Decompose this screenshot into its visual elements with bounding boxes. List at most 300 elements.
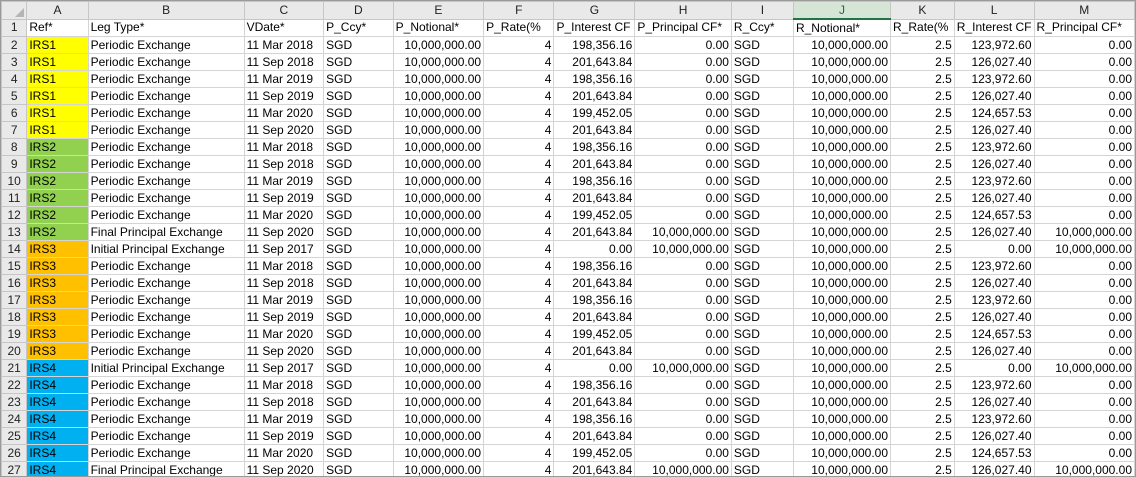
column-header-e[interactable]: E — [393, 2, 483, 20]
cell-c21[interactable]: 11 Sep 2017 — [244, 360, 324, 377]
cell-k3[interactable]: 2.5 — [891, 54, 955, 71]
cell-c25[interactable]: 11 Sep 2019 — [244, 428, 324, 445]
row-header[interactable]: 13 — [2, 224, 27, 241]
cell-j9[interactable]: 10,000,000.00 — [793, 156, 890, 173]
cell-e4[interactable]: 10,000,000.00 — [393, 71, 483, 88]
cell-h19[interactable]: 0.00 — [635, 326, 732, 343]
cell-c4[interactable]: 11 Mar 2019 — [244, 71, 324, 88]
cell-c5[interactable]: 11 Sep 2019 — [244, 88, 324, 105]
cell-k7[interactable]: 2.5 — [891, 122, 955, 139]
cell-a7[interactable]: IRS1 — [27, 122, 88, 139]
cell-a23[interactable]: IRS4 — [27, 394, 88, 411]
cell-l6[interactable]: 124,657.53 — [954, 105, 1034, 122]
cell-d23[interactable]: SGD — [324, 394, 394, 411]
cell-m7[interactable]: 0.00 — [1034, 122, 1135, 139]
cell-j16[interactable]: 10,000,000.00 — [793, 275, 890, 292]
cell-h16[interactable]: 0.00 — [635, 275, 732, 292]
cell-l14[interactable]: 0.00 — [954, 241, 1034, 258]
cell-e17[interactable]: 10,000,000.00 — [393, 292, 483, 309]
cell-h9[interactable]: 0.00 — [635, 156, 732, 173]
cell-g16[interactable]: 201,643.84 — [554, 275, 635, 292]
cell-d8[interactable]: SGD — [324, 139, 394, 156]
cell-b19[interactable]: Periodic Exchange — [88, 326, 244, 343]
row-header[interactable]: 17 — [2, 292, 27, 309]
cell-d5[interactable]: SGD — [324, 88, 394, 105]
cell-a10[interactable]: IRS2 — [27, 173, 88, 190]
column-header-b[interactable]: B — [88, 2, 244, 20]
cell-g17[interactable]: 198,356.16 — [554, 292, 635, 309]
cell-d26[interactable]: SGD — [324, 445, 394, 462]
cell-h12[interactable]: 0.00 — [635, 207, 732, 224]
cell-g23[interactable]: 201,643.84 — [554, 394, 635, 411]
cell-g24[interactable]: 198,356.16 — [554, 411, 635, 428]
column-header-g[interactable]: G — [554, 2, 635, 20]
cell-h8[interactable]: 0.00 — [635, 139, 732, 156]
cell-i7[interactable]: SGD — [731, 122, 793, 139]
cell-m17[interactable]: 0.00 — [1034, 292, 1135, 309]
cell-f1[interactable]: P_Rate(% — [484, 19, 554, 37]
cell-d19[interactable]: SGD — [324, 326, 394, 343]
cell-j24[interactable]: 10,000,000.00 — [793, 411, 890, 428]
cell-b10[interactable]: Periodic Exchange — [88, 173, 244, 190]
cell-c23[interactable]: 11 Sep 2018 — [244, 394, 324, 411]
cell-g4[interactable]: 198,356.16 — [554, 71, 635, 88]
cell-a11[interactable]: IRS2 — [27, 190, 88, 207]
cell-f18[interactable]: 4 — [484, 309, 554, 326]
column-header-j[interactable]: J — [793, 2, 890, 20]
cell-j6[interactable]: 10,000,000.00 — [793, 105, 890, 122]
column-header-f[interactable]: F — [484, 2, 554, 20]
cell-g22[interactable]: 198,356.16 — [554, 377, 635, 394]
cell-e16[interactable]: 10,000,000.00 — [393, 275, 483, 292]
cell-a22[interactable]: IRS4 — [27, 377, 88, 394]
cell-j23[interactable]: 10,000,000.00 — [793, 394, 890, 411]
cell-e21[interactable]: 10,000,000.00 — [393, 360, 483, 377]
cell-i2[interactable]: SGD — [731, 37, 793, 54]
cell-f3[interactable]: 4 — [484, 54, 554, 71]
cell-l25[interactable]: 126,027.40 — [954, 428, 1034, 445]
cell-f20[interactable]: 4 — [484, 343, 554, 360]
cell-d11[interactable]: SGD — [324, 190, 394, 207]
cell-c20[interactable]: 11 Sep 2020 — [244, 343, 324, 360]
row-header[interactable]: 4 — [2, 71, 27, 88]
cell-c17[interactable]: 11 Mar 2019 — [244, 292, 324, 309]
cell-c8[interactable]: 11 Mar 2018 — [244, 139, 324, 156]
cell-k1[interactable]: R_Rate(% — [891, 19, 955, 37]
cell-m14[interactable]: 10,000,000.00 — [1034, 241, 1135, 258]
cell-m23[interactable]: 0.00 — [1034, 394, 1135, 411]
cell-b20[interactable]: Periodic Exchange — [88, 343, 244, 360]
cell-f2[interactable]: 4 — [484, 37, 554, 54]
cell-c3[interactable]: 11 Sep 2018 — [244, 54, 324, 71]
cell-f25[interactable]: 4 — [484, 428, 554, 445]
row-header[interactable]: 22 — [2, 377, 27, 394]
cell-l5[interactable]: 126,027.40 — [954, 88, 1034, 105]
cell-e23[interactable]: 10,000,000.00 — [393, 394, 483, 411]
row-header[interactable]: 14 — [2, 241, 27, 258]
cell-k25[interactable]: 2.5 — [891, 428, 955, 445]
cell-l8[interactable]: 123,972.60 — [954, 139, 1034, 156]
cell-h2[interactable]: 0.00 — [635, 37, 732, 54]
cell-g20[interactable]: 201,643.84 — [554, 343, 635, 360]
cell-m16[interactable]: 0.00 — [1034, 275, 1135, 292]
cell-k11[interactable]: 2.5 — [891, 190, 955, 207]
cell-g25[interactable]: 201,643.84 — [554, 428, 635, 445]
cell-i27[interactable]: SGD — [731, 462, 793, 477]
cell-e12[interactable]: 10,000,000.00 — [393, 207, 483, 224]
cell-b14[interactable]: Initial Principal Exchange — [88, 241, 244, 258]
column-header-m[interactable]: M — [1034, 2, 1135, 20]
row-header[interactable]: 26 — [2, 445, 27, 462]
cell-m12[interactable]: 0.00 — [1034, 207, 1135, 224]
cell-d9[interactable]: SGD — [324, 156, 394, 173]
cell-h20[interactable]: 0.00 — [635, 343, 732, 360]
cell-k17[interactable]: 2.5 — [891, 292, 955, 309]
cell-i5[interactable]: SGD — [731, 88, 793, 105]
cell-m9[interactable]: 0.00 — [1034, 156, 1135, 173]
cell-l24[interactable]: 123,972.60 — [954, 411, 1034, 428]
cell-m18[interactable]: 0.00 — [1034, 309, 1135, 326]
cell-f22[interactable]: 4 — [484, 377, 554, 394]
cell-i10[interactable]: SGD — [731, 173, 793, 190]
cell-e3[interactable]: 10,000,000.00 — [393, 54, 483, 71]
cell-a9[interactable]: IRS2 — [27, 156, 88, 173]
row-header[interactable]: 23 — [2, 394, 27, 411]
cell-h7[interactable]: 0.00 — [635, 122, 732, 139]
cell-l7[interactable]: 126,027.40 — [954, 122, 1034, 139]
cell-i18[interactable]: SGD — [731, 309, 793, 326]
cell-a19[interactable]: IRS3 — [27, 326, 88, 343]
cell-i13[interactable]: SGD — [731, 224, 793, 241]
cell-i25[interactable]: SGD — [731, 428, 793, 445]
cell-f15[interactable]: 4 — [484, 258, 554, 275]
cell-g19[interactable]: 199,452.05 — [554, 326, 635, 343]
cell-e27[interactable]: 10,000,000.00 — [393, 462, 483, 477]
cell-c18[interactable]: 11 Sep 2019 — [244, 309, 324, 326]
cell-j25[interactable]: 10,000,000.00 — [793, 428, 890, 445]
cell-a4[interactable]: IRS1 — [27, 71, 88, 88]
cell-l18[interactable]: 126,027.40 — [954, 309, 1034, 326]
cell-k5[interactable]: 2.5 — [891, 88, 955, 105]
cell-h5[interactable]: 0.00 — [635, 88, 732, 105]
cell-j17[interactable]: 10,000,000.00 — [793, 292, 890, 309]
cell-e24[interactable]: 10,000,000.00 — [393, 411, 483, 428]
cell-h21[interactable]: 10,000,000.00 — [635, 360, 732, 377]
cell-h22[interactable]: 0.00 — [635, 377, 732, 394]
cell-a3[interactable]: IRS1 — [27, 54, 88, 71]
cell-i24[interactable]: SGD — [731, 411, 793, 428]
cell-d6[interactable]: SGD — [324, 105, 394, 122]
cell-m5[interactable]: 0.00 — [1034, 88, 1135, 105]
cell-k19[interactable]: 2.5 — [891, 326, 955, 343]
cell-a8[interactable]: IRS2 — [27, 139, 88, 156]
cell-h17[interactable]: 0.00 — [635, 292, 732, 309]
cell-l10[interactable]: 123,972.60 — [954, 173, 1034, 190]
cell-b27[interactable]: Final Principal Exchange — [88, 462, 244, 477]
cell-m21[interactable]: 10,000,000.00 — [1034, 360, 1135, 377]
cell-k6[interactable]: 2.5 — [891, 105, 955, 122]
cell-j2[interactable]: 10,000,000.00 — [793, 37, 890, 54]
cell-d24[interactable]: SGD — [324, 411, 394, 428]
cell-k10[interactable]: 2.5 — [891, 173, 955, 190]
cell-j18[interactable]: 10,000,000.00 — [793, 309, 890, 326]
cell-h18[interactable]: 0.00 — [635, 309, 732, 326]
cell-g7[interactable]: 201,643.84 — [554, 122, 635, 139]
row-header[interactable]: 20 — [2, 343, 27, 360]
column-header-a[interactable]: A — [27, 2, 88, 20]
cell-e13[interactable]: 10,000,000.00 — [393, 224, 483, 241]
cell-c7[interactable]: 11 Sep 2020 — [244, 122, 324, 139]
cell-m3[interactable]: 0.00 — [1034, 54, 1135, 71]
cell-d21[interactable]: SGD — [324, 360, 394, 377]
cell-b15[interactable]: Periodic Exchange — [88, 258, 244, 275]
cell-d15[interactable]: SGD — [324, 258, 394, 275]
cell-k26[interactable]: 2.5 — [891, 445, 955, 462]
cell-d22[interactable]: SGD — [324, 377, 394, 394]
cell-i1[interactable]: R_Ccy* — [731, 19, 793, 37]
cell-f6[interactable]: 4 — [484, 105, 554, 122]
cell-e8[interactable]: 10,000,000.00 — [393, 139, 483, 156]
cell-f17[interactable]: 4 — [484, 292, 554, 309]
cell-c11[interactable]: 11 Sep 2019 — [244, 190, 324, 207]
cell-e25[interactable]: 10,000,000.00 — [393, 428, 483, 445]
cell-g18[interactable]: 201,643.84 — [554, 309, 635, 326]
cell-l4[interactable]: 123,972.60 — [954, 71, 1034, 88]
column-header-i[interactable]: I — [731, 2, 793, 20]
cell-f10[interactable]: 4 — [484, 173, 554, 190]
cell-m22[interactable]: 0.00 — [1034, 377, 1135, 394]
cell-j27[interactable]: 10,000,000.00 — [793, 462, 890, 477]
cell-k9[interactable]: 2.5 — [891, 156, 955, 173]
cell-j21[interactable]: 10,000,000.00 — [793, 360, 890, 377]
row-header[interactable]: 25 — [2, 428, 27, 445]
cell-b12[interactable]: Periodic Exchange — [88, 207, 244, 224]
cell-g1[interactable]: P_Interest CF — [554, 19, 635, 37]
row-header[interactable]: 3 — [2, 54, 27, 71]
cell-i9[interactable]: SGD — [731, 156, 793, 173]
cell-c9[interactable]: 11 Sep 2018 — [244, 156, 324, 173]
cell-l16[interactable]: 126,027.40 — [954, 275, 1034, 292]
cell-m2[interactable]: 0.00 — [1034, 37, 1135, 54]
cell-b22[interactable]: Periodic Exchange — [88, 377, 244, 394]
cell-e5[interactable]: 10,000,000.00 — [393, 88, 483, 105]
cell-a16[interactable]: IRS3 — [27, 275, 88, 292]
column-header-d[interactable]: D — [324, 2, 394, 20]
cell-g5[interactable]: 201,643.84 — [554, 88, 635, 105]
cell-j11[interactable]: 10,000,000.00 — [793, 190, 890, 207]
cell-f11[interactable]: 4 — [484, 190, 554, 207]
cell-a21[interactable]: IRS4 — [27, 360, 88, 377]
cell-e14[interactable]: 10,000,000.00 — [393, 241, 483, 258]
cell-l3[interactable]: 126,027.40 — [954, 54, 1034, 71]
cell-b3[interactable]: Periodic Exchange — [88, 54, 244, 71]
cell-j13[interactable]: 10,000,000.00 — [793, 224, 890, 241]
cell-m8[interactable]: 0.00 — [1034, 139, 1135, 156]
cell-e15[interactable]: 10,000,000.00 — [393, 258, 483, 275]
cell-i4[interactable]: SGD — [731, 71, 793, 88]
row-header[interactable]: 8 — [2, 139, 27, 156]
cell-l1[interactable]: R_Interest CF — [954, 19, 1034, 37]
cell-g12[interactable]: 199,452.05 — [554, 207, 635, 224]
cell-m15[interactable]: 0.00 — [1034, 258, 1135, 275]
cell-m1[interactable]: R_Principal CF* — [1034, 19, 1135, 37]
cell-e9[interactable]: 10,000,000.00 — [393, 156, 483, 173]
cell-j5[interactable]: 10,000,000.00 — [793, 88, 890, 105]
cell-c16[interactable]: 11 Sep 2018 — [244, 275, 324, 292]
column-header-c[interactable]: C — [244, 2, 324, 20]
row-header[interactable]: 27 — [2, 462, 27, 477]
cell-h27[interactable]: 10,000,000.00 — [635, 462, 732, 477]
cell-g10[interactable]: 198,356.16 — [554, 173, 635, 190]
row-header[interactable]: 16 — [2, 275, 27, 292]
cell-b1[interactable]: Leg Type* — [88, 19, 244, 37]
cell-m11[interactable]: 0.00 — [1034, 190, 1135, 207]
row-header[interactable]: 7 — [2, 122, 27, 139]
cell-d12[interactable]: SGD — [324, 207, 394, 224]
cell-m6[interactable]: 0.00 — [1034, 105, 1135, 122]
cell-h10[interactable]: 0.00 — [635, 173, 732, 190]
cell-a2[interactable]: IRS1 — [27, 37, 88, 54]
cell-d7[interactable]: SGD — [324, 122, 394, 139]
cell-e2[interactable]: 10,000,000.00 — [393, 37, 483, 54]
cell-a5[interactable]: IRS1 — [27, 88, 88, 105]
cell-g27[interactable]: 201,643.84 — [554, 462, 635, 477]
cell-b21[interactable]: Initial Principal Exchange — [88, 360, 244, 377]
row-header[interactable]: 24 — [2, 411, 27, 428]
cell-k23[interactable]: 2.5 — [891, 394, 955, 411]
cell-b25[interactable]: Periodic Exchange — [88, 428, 244, 445]
cell-j1[interactable]: R_Notional* — [793, 19, 890, 37]
cell-m13[interactable]: 10,000,000.00 — [1034, 224, 1135, 241]
cell-i12[interactable]: SGD — [731, 207, 793, 224]
cell-b6[interactable]: Periodic Exchange — [88, 105, 244, 122]
cell-e26[interactable]: 10,000,000.00 — [393, 445, 483, 462]
cell-i11[interactable]: SGD — [731, 190, 793, 207]
cell-j26[interactable]: 10,000,000.00 — [793, 445, 890, 462]
cell-k13[interactable]: 2.5 — [891, 224, 955, 241]
cell-m20[interactable]: 0.00 — [1034, 343, 1135, 360]
cell-h1[interactable]: P_Principal CF* — [635, 19, 732, 37]
cell-b8[interactable]: Periodic Exchange — [88, 139, 244, 156]
cell-h11[interactable]: 0.00 — [635, 190, 732, 207]
cell-k4[interactable]: 2.5 — [891, 71, 955, 88]
cell-g8[interactable]: 198,356.16 — [554, 139, 635, 156]
cell-b7[interactable]: Periodic Exchange — [88, 122, 244, 139]
cell-h26[interactable]: 0.00 — [635, 445, 732, 462]
cell-d4[interactable]: SGD — [324, 71, 394, 88]
cell-a27[interactable]: IRS4 — [27, 462, 88, 477]
cell-b23[interactable]: Periodic Exchange — [88, 394, 244, 411]
cell-j10[interactable]: 10,000,000.00 — [793, 173, 890, 190]
cell-d17[interactable]: SGD — [324, 292, 394, 309]
cell-a15[interactable]: IRS3 — [27, 258, 88, 275]
cell-i3[interactable]: SGD — [731, 54, 793, 71]
cell-d25[interactable]: SGD — [324, 428, 394, 445]
cell-h6[interactable]: 0.00 — [635, 105, 732, 122]
cell-b5[interactable]: Periodic Exchange — [88, 88, 244, 105]
cell-e19[interactable]: 10,000,000.00 — [393, 326, 483, 343]
cell-a13[interactable]: IRS2 — [27, 224, 88, 241]
cell-l19[interactable]: 124,657.53 — [954, 326, 1034, 343]
cell-e18[interactable]: 10,000,000.00 — [393, 309, 483, 326]
cell-i22[interactable]: SGD — [731, 377, 793, 394]
cell-a6[interactable]: IRS1 — [27, 105, 88, 122]
cell-a26[interactable]: IRS4 — [27, 445, 88, 462]
cell-c27[interactable]: 11 Sep 2020 — [244, 462, 324, 477]
cell-j20[interactable]: 10,000,000.00 — [793, 343, 890, 360]
cell-g9[interactable]: 201,643.84 — [554, 156, 635, 173]
cell-e1[interactable]: P_Notional* — [393, 19, 483, 37]
cell-f16[interactable]: 4 — [484, 275, 554, 292]
cell-i19[interactable]: SGD — [731, 326, 793, 343]
cell-h15[interactable]: 0.00 — [635, 258, 732, 275]
cell-g14[interactable]: 0.00 — [554, 241, 635, 258]
cell-k21[interactable]: 2.5 — [891, 360, 955, 377]
cell-l22[interactable]: 123,972.60 — [954, 377, 1034, 394]
cell-j8[interactable]: 10,000,000.00 — [793, 139, 890, 156]
cell-b13[interactable]: Final Principal Exchange — [88, 224, 244, 241]
cell-l23[interactable]: 126,027.40 — [954, 394, 1034, 411]
cell-k2[interactable]: 2.5 — [891, 37, 955, 54]
cell-g6[interactable]: 199,452.05 — [554, 105, 635, 122]
cell-d14[interactable]: SGD — [324, 241, 394, 258]
cell-j19[interactable]: 10,000,000.00 — [793, 326, 890, 343]
cell-d1[interactable]: P_Ccy* — [324, 19, 394, 37]
cell-a24[interactable]: IRS4 — [27, 411, 88, 428]
cell-h4[interactable]: 0.00 — [635, 71, 732, 88]
cell-f13[interactable]: 4 — [484, 224, 554, 241]
cell-f27[interactable]: 4 — [484, 462, 554, 477]
cell-l17[interactable]: 123,972.60 — [954, 292, 1034, 309]
cell-h3[interactable]: 0.00 — [635, 54, 732, 71]
cell-f24[interactable]: 4 — [484, 411, 554, 428]
cell-g13[interactable]: 201,643.84 — [554, 224, 635, 241]
cell-j4[interactable]: 10,000,000.00 — [793, 71, 890, 88]
cell-c1[interactable]: VDate* — [244, 19, 324, 37]
cell-l12[interactable]: 124,657.53 — [954, 207, 1034, 224]
cell-m10[interactable]: 0.00 — [1034, 173, 1135, 190]
cell-k12[interactable]: 2.5 — [891, 207, 955, 224]
cell-g11[interactable]: 201,643.84 — [554, 190, 635, 207]
cell-c22[interactable]: 11 Mar 2018 — [244, 377, 324, 394]
cell-g15[interactable]: 198,356.16 — [554, 258, 635, 275]
cell-m24[interactable]: 0.00 — [1034, 411, 1135, 428]
cell-k18[interactable]: 2.5 — [891, 309, 955, 326]
cell-e10[interactable]: 10,000,000.00 — [393, 173, 483, 190]
cell-c19[interactable]: 11 Mar 2020 — [244, 326, 324, 343]
cell-i23[interactable]: SGD — [731, 394, 793, 411]
cell-j22[interactable]: 10,000,000.00 — [793, 377, 890, 394]
cell-a20[interactable]: IRS3 — [27, 343, 88, 360]
cell-b16[interactable]: Periodic Exchange — [88, 275, 244, 292]
cell-i16[interactable]: SGD — [731, 275, 793, 292]
cell-f23[interactable]: 4 — [484, 394, 554, 411]
row-header[interactable]: 2 — [2, 37, 27, 54]
cell-f4[interactable]: 4 — [484, 71, 554, 88]
cell-c12[interactable]: 11 Mar 2020 — [244, 207, 324, 224]
cell-b11[interactable]: Periodic Exchange — [88, 190, 244, 207]
cell-c2[interactable]: 11 Mar 2018 — [244, 37, 324, 54]
cell-i15[interactable]: SGD — [731, 258, 793, 275]
cell-h24[interactable]: 0.00 — [635, 411, 732, 428]
cell-h25[interactable]: 0.00 — [635, 428, 732, 445]
cell-k14[interactable]: 2.5 — [891, 241, 955, 258]
cell-f14[interactable]: 4 — [484, 241, 554, 258]
cell-d10[interactable]: SGD — [324, 173, 394, 190]
cell-f26[interactable]: 4 — [484, 445, 554, 462]
cell-c26[interactable]: 11 Mar 2020 — [244, 445, 324, 462]
select-all-corner[interactable] — [2, 2, 27, 20]
